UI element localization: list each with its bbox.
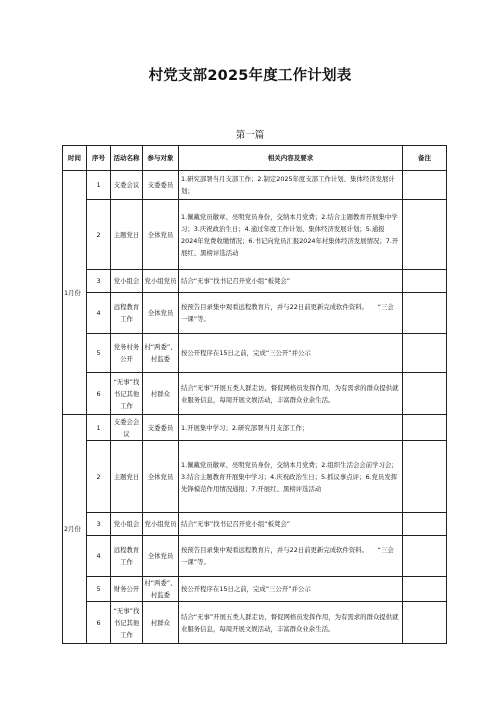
table-row <box>63 270 447 293</box>
row-no: 2 <box>87 441 111 513</box>
row-no: 2 <box>87 200 111 270</box>
row-content: 按公开程序在15日之前，完成“三公开”并公示 <box>179 334 403 373</box>
row-remarks <box>403 200 447 270</box>
header-activity: 活动名称 <box>111 146 143 171</box>
work-plan-table <box>62 145 447 644</box>
row-participants: 党小组党员 <box>143 513 179 536</box>
row-remarks <box>403 441 447 513</box>
row-content: 按预告目录集中观看远程教育片，并与22日前更新完成软件资料。 “三会一课”等。 <box>179 536 403 577</box>
row-participants: 全体党员 <box>143 200 179 270</box>
table-row <box>63 171 447 200</box>
table-row <box>63 373 447 415</box>
row-remarks <box>403 577 447 602</box>
table-row <box>63 415 447 441</box>
row-no: 1 <box>87 415 111 441</box>
row-content: 结合“无事”找书记召开党小组“板凳会” <box>179 270 403 293</box>
row-content: 按公开程序在15日之前，完成“三公开”并公示 <box>179 577 403 602</box>
row-activity: 支委会会议 <box>111 415 143 441</box>
row-remarks <box>403 373 447 415</box>
row-no: 5 <box>87 334 111 373</box>
row-remarks <box>403 334 447 373</box>
row-content: 1.研究部署当月支部工作；2.制定2025年度支部工作计划、集体经济发展计划； <box>179 171 403 200</box>
header-no: 序号 <box>87 146 111 171</box>
month-cell: 1月份 <box>63 171 87 415</box>
row-no: 6 <box>87 602 111 644</box>
row-content: 1.佩戴党员徽章、亮明党员身份，交纳本月党费；2.组织生活会会前学习会；3.结合主题教育开展集中学习；4.庆祝政治生日；5.抓议事点评；6.党员发挥先锋模范作用情况通报；7.开展红、黑榜评选活动 <box>179 441 403 513</box>
row-participants: 村“两委”、村监委 <box>143 334 179 373</box>
row-content: 结合“无事”找书记召开党小组“板凳会” <box>179 513 403 536</box>
row-content: 按预告目录集中观看远程教育片，并与22日前更新完成软件资料。 “三会一课”等。 <box>179 293 403 334</box>
row-activity: “无事”找书记其他工作 <box>111 373 143 415</box>
row-no: 3 <box>87 270 111 293</box>
row-participants: 党小组党员 <box>143 270 179 293</box>
table-row <box>63 200 447 270</box>
row-remarks <box>403 602 447 644</box>
header-remarks: 备注 <box>403 146 447 171</box>
table-row <box>63 577 447 602</box>
row-no: 4 <box>87 293 111 334</box>
row-participants: 全体党员 <box>143 441 179 513</box>
table-header-row <box>63 146 447 171</box>
document-subtitle: 第一篇 <box>235 130 265 141</box>
row-activity: 党小组会 <box>111 270 143 293</box>
row-activity: 远程教育工作 <box>111 536 143 577</box>
row-no: 6 <box>87 373 111 415</box>
row-activity: 党小组会 <box>111 513 143 536</box>
row-no: 4 <box>87 536 111 577</box>
table-row <box>63 536 447 577</box>
row-activity: “无事”找书记其他工作 <box>111 602 143 644</box>
row-remarks <box>403 513 447 536</box>
table-row <box>63 334 447 373</box>
row-participants: 村群众 <box>143 373 179 415</box>
row-activity: 主题党日 <box>111 441 143 513</box>
row-participants: 村群众 <box>143 602 179 644</box>
row-remarks <box>403 536 447 577</box>
row-participants: 支委委员 <box>143 415 179 441</box>
header-participants: 参与对象 <box>143 146 179 171</box>
month-cell: 2月份 <box>63 415 87 644</box>
row-content: 1.开展集中学习；2.研究部署当月支部工作； <box>179 415 403 441</box>
row-no: 1 <box>87 171 111 200</box>
row-participants: 全体党员 <box>143 293 179 334</box>
row-remarks <box>403 270 447 293</box>
row-no: 3 <box>87 513 111 536</box>
row-activity: 主题党日 <box>111 200 143 270</box>
row-content: 结合“无事”开展五类人群走访、督促网格员发挥作用，为有需求的群众提供就业服务信息，每周开展文娱活动，丰富群众业余生活。 <box>179 602 403 644</box>
row-participants: 支委委员 <box>143 171 179 200</box>
row-remarks <box>403 415 447 441</box>
row-remarks <box>403 293 447 334</box>
row-remarks <box>403 171 447 200</box>
row-content: 1.佩戴党员徽章、亮明党员身份，交纳本月党费；2.结合主题教育开展集中学习；3.庆祝政治生日；4.通过年度工作计划、集体经济发展计划；5.通报2024年党费收缴情况；6.书记向党员汇报2024年村集体经济发展情况；7.开展红、黑榜评选活动 <box>179 200 403 270</box>
header-time: 时间 <box>63 146 87 171</box>
row-content: 结合“无事”开展五类人群走访、督促网格员发挥作用，为有需求的群众提供就业服务信息，每周开展文娱活动，丰富群众业余生活。 <box>179 373 403 415</box>
row-activity: 财务公开 <box>111 577 143 602</box>
row-activity: 党务村务公开 <box>111 334 143 373</box>
table-row <box>63 602 447 644</box>
header-content: 相关内容及要求 <box>179 146 403 171</box>
document-title: 村党支部2025年度工作计划表 <box>148 68 352 84</box>
row-participants: 全体党员 <box>143 536 179 577</box>
row-no: 5 <box>87 577 111 602</box>
row-activity: 远程教育工作 <box>111 293 143 334</box>
table-row <box>63 293 447 334</box>
row-participants: 村“两委”、村监委 <box>143 577 179 602</box>
table-row <box>63 441 447 513</box>
row-activity: 支委会议 <box>111 171 143 200</box>
table-row <box>63 513 447 536</box>
